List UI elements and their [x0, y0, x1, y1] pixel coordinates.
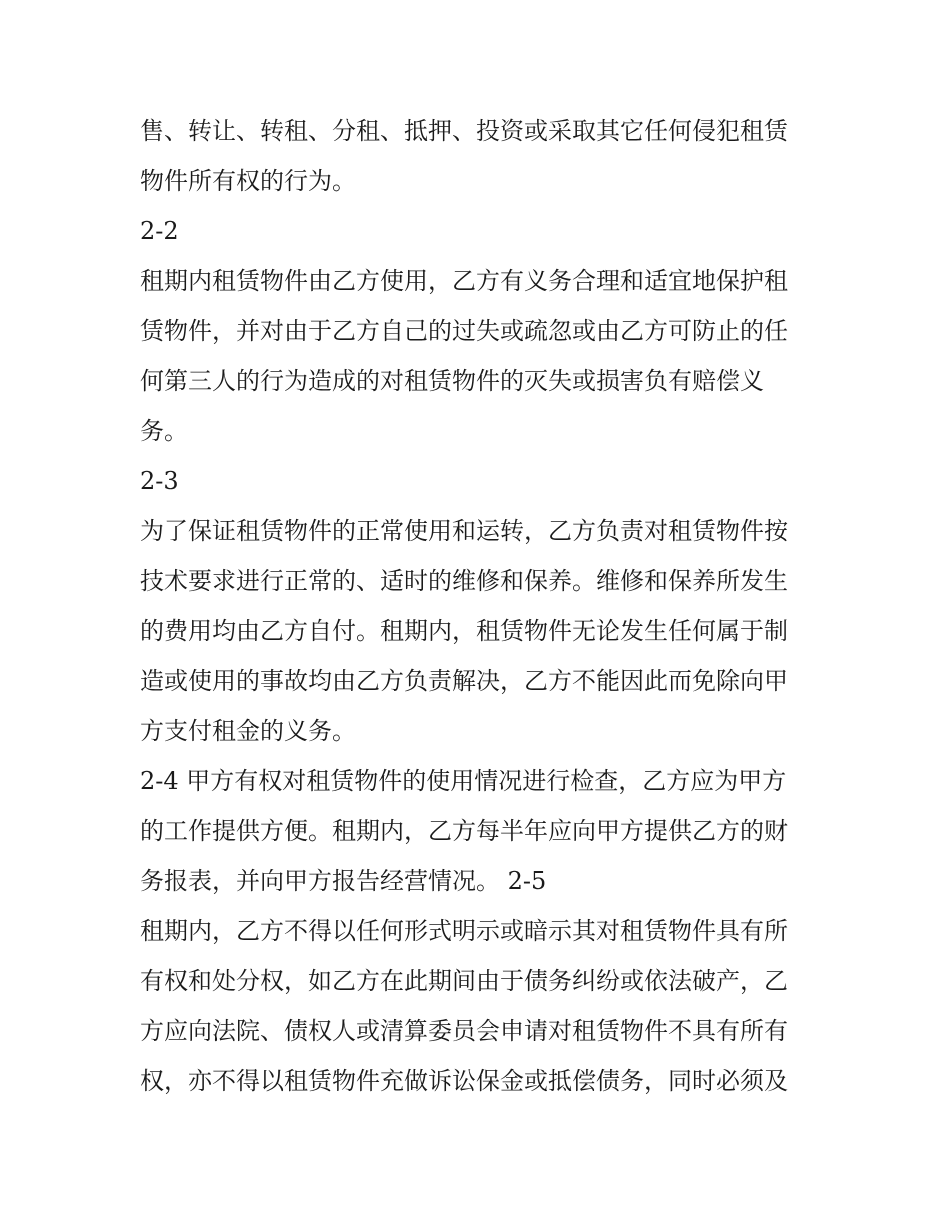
text-line: 权，亦不得以租赁物件充做诉讼保金或抵偿债务，同时必须及 [140, 1067, 788, 1095]
clause-number: 2-2 [140, 217, 179, 245]
clause-number: 2-3 [140, 467, 179, 495]
text-line: 2-4 甲方有权对租赁物件的使用情况进行检查，乙方应为甲方 [140, 767, 787, 795]
text-line: 方支付租金的义务。 [140, 717, 356, 745]
text-line: 有权和处分权，如乙方在此期间由于债务纠纷或依法破产，乙 [140, 967, 788, 995]
text-line: 售、转让、转租、分租、抵押、投资或采取其它任何侵犯租赁 [140, 117, 788, 145]
text-line: 租期内租赁物件由乙方使用，乙方有义务合理和适宜地保护租 [140, 267, 788, 295]
text-line: 技术要求进行正常的、适时的维修和保养。维修和保养所发生 [140, 567, 788, 595]
text-line: 务。 [140, 417, 188, 445]
text-line: 赁物件，并对由于乙方自己的过失或疏忽或由乙方可防止的任 [140, 317, 788, 345]
text-line: 的工作提供方便。租期内，乙方每半年应向甲方提供乙方的财 [140, 817, 788, 845]
text-line: 务报表，并向甲方报告经营情况。 2-5 [140, 867, 547, 895]
text-line: 何第三人的行为造成的对租赁物件的灭失或损害负有赔偿义 [140, 367, 764, 395]
text-line: 造或使用的事故均由乙方负责解决，乙方不能因此而免除向甲 [140, 667, 788, 695]
text-line: 租期内，乙方不得以任何形式明示或暗示其对租赁物件具有所 [140, 917, 788, 945]
text-line: 物件所有权的行为。 [140, 167, 356, 195]
text-line: 为了保证租赁物件的正常使用和运转，乙方负责对租赁物件按 [140, 517, 788, 545]
text-line: 的费用均由乙方自付。租期内，租赁物件无论发生任何属于制 [140, 617, 788, 645]
document-body [140, 106, 820, 1106]
text-line: 方应向法院、债权人或清算委员会申请对租赁物件不具有所有 [140, 1017, 788, 1045]
